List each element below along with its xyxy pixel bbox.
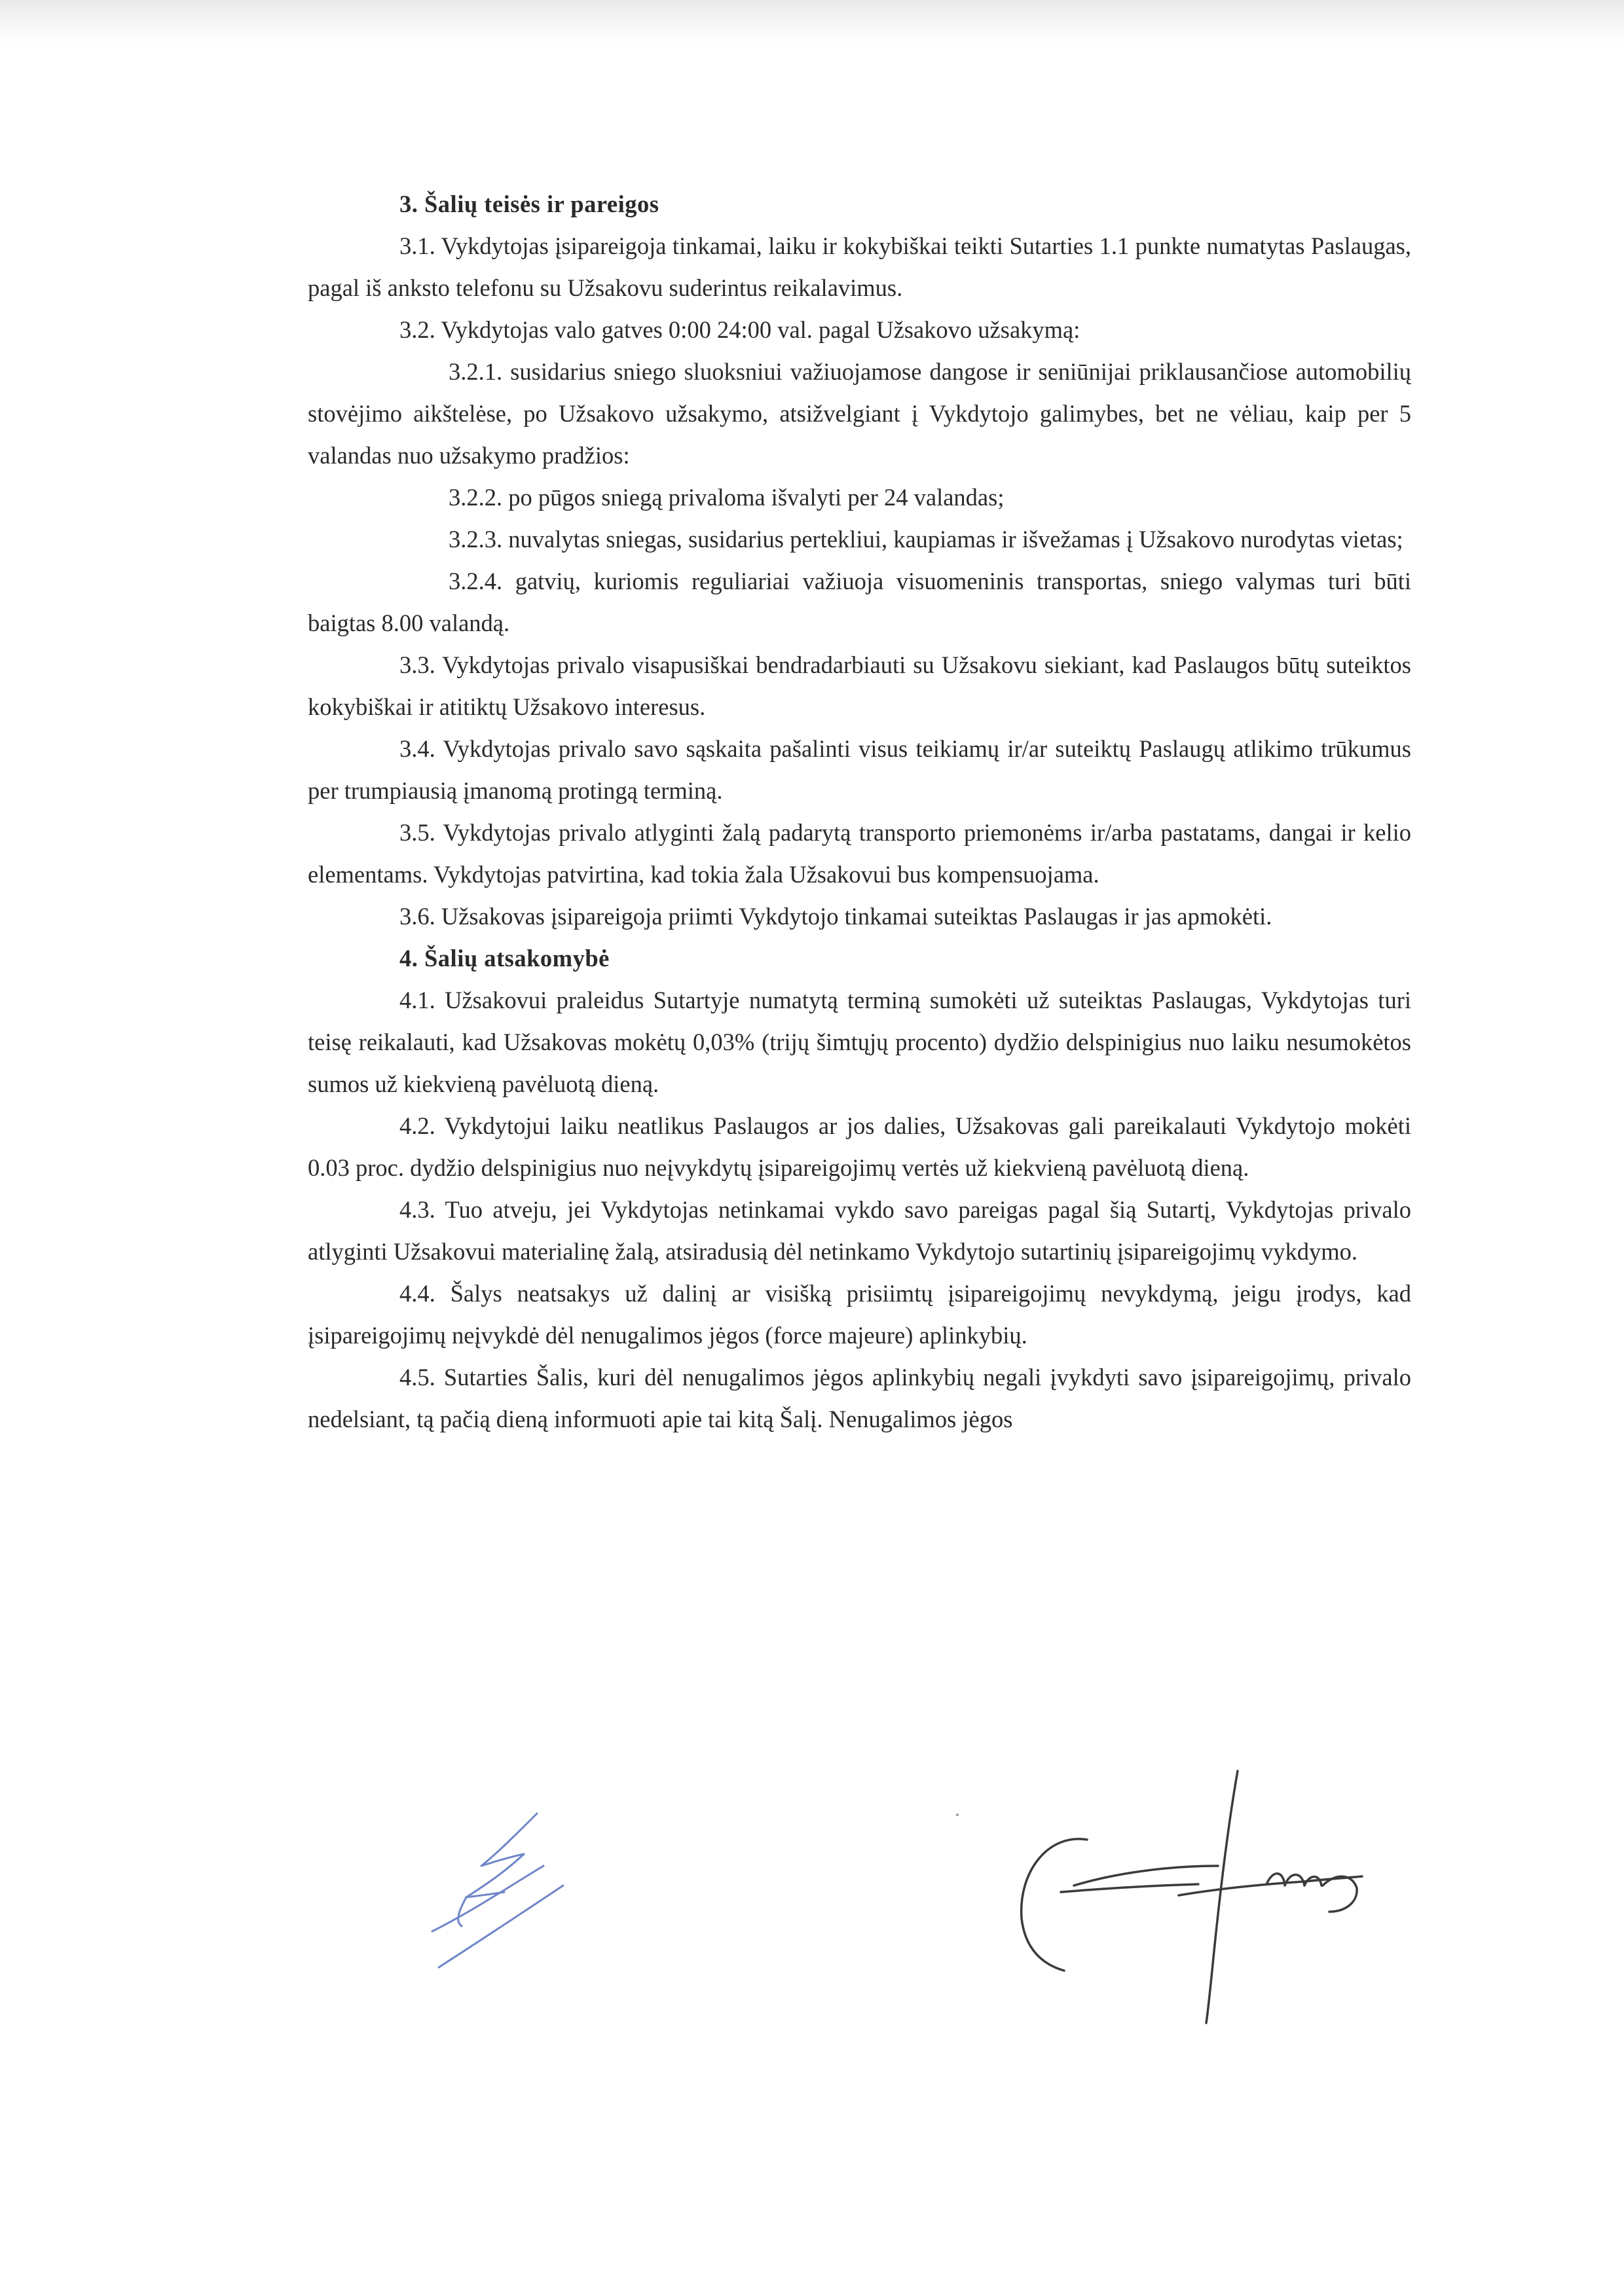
clause-3-2-1: 3.2.1. susidarius sniego sluoksniui važiuojamose dangose ir seniūnijai priklausančiose automobilių stovėjimo aikštelėse, po Užsakovo užsakymo, atsižvelgiant į Vykdytojo galimybes, bet ne vėliau, kaip per 5 valandas nuo užsakymo pradžios:: [308, 358, 1411, 469]
clause-3-5: 3.5. Vykdytojas privalo atlyginti žalą padarytą transporto priemonėms ir/arba pastatams, dangai ir kelio elementams. Vykdytojas patvirtina, kad tokia žala Užsakovui bus kompensuojama.: [308, 819, 1411, 888]
ink-dot: [956, 1813, 959, 1816]
clause-4-1: 4.1. Užsakovui praleidus Sutartyje numatytą terminą sumokėti už suteiktas Paslaugas, Vykdytojas turi teisę reikalauti, kad Užsakovas mokėtų 0,03% (trijų šimtųjų procento) dydžio delspinigius nuo laiku nesumokėtos sumos už kiekvieną pavėluotą dieną.: [308, 987, 1411, 1097]
clause-4-3: 4.3. Tuo atveju, jei Vykdytojas netinkamai vykdo savo pareigas pagal šią Sutartį, Vykdytojas privalo atlyginti Užsakovui materialinę žalą, atsiradusią dėl netinkamo Vykdytojo sutartinių įsipareigojimų vykdymo.: [308, 1196, 1411, 1265]
contract-text: [308, 183, 1411, 1440]
clause-3-6: 3.6. Užsakovas įsipareigoja priimti Vykdytojo tinkamai suteiktas Paslaugas ir jas apmokėti.: [399, 903, 1272, 930]
right-signature: [1022, 1771, 1362, 2023]
scan-top-shadow: [0, 0, 1624, 46]
clause-3-2-3: 3.2.3. nuvalytas sniegas, susidarius pertekliui, kaupiamas ir išvežamas į Užsakovo nurodytas vietas;: [449, 526, 1403, 553]
section-3-heading: 3. Šalių teisės ir pareigos: [399, 191, 659, 217]
clause-4-4: 4.4. Šalys neatsakys už dalinį ar visišką prisiimtų įsipareigojimų nevykdymą, jeigu įrodys, kad įsipareigojimų neįvykdė dėl nenugalimos jėgos (force majeure) aplinkybių.: [308, 1280, 1411, 1349]
clause-4-2: 4.2. Vykdytojui laiku neatlikus Paslaugos ar jos dalies, Užsakovas gali pareikalauti Vykdytojo mokėti 0.03 proc. dydžio delspinigius nuo neįvykdytų įsipareigojimų vertės už kiekvieną pavėluotą dieną.: [308, 1112, 1411, 1181]
clause-3-2: 3.2. Vykdytojas valo gatves 0:00 24:00 val. pagal Užsakovo užsakymą:: [399, 316, 1080, 343]
clause-3-1: 3.1. Vykdytojas įsipareigoja tinkamai, laiku ir kokybiškai teikti Sutarties 1.1 punkte numatytas Paslaugas, pagal iš anksto telefonu su Užsakovu suderintus reikalavimus.: [308, 232, 1411, 301]
clause-3-3: 3.3. Vykdytojas privalo visapusiškai bendradarbiauti su Užsakovu siekiant, kad Paslaugos būtų suteiktos kokybiškai ir atitiktų Užsakovo interesus.: [308, 651, 1411, 720]
section-4-heading: 4. Šalių atsakomybė: [399, 945, 610, 972]
left-signature: [432, 1813, 563, 1967]
clause-3-2-2: 3.2.2. po pūgos sniegą privaloma išvalyti per 24 valandas;: [449, 484, 1005, 511]
clause-4-5: 4.5. Sutarties Šalis, kuri dėl nenugalimos jėgos aplinkybių negali įvykdyti savo įsipareigojimų, privalo nedelsiant, tą pačią dieną informuoti apie tai kitą Šalį. Nenugalimos jėgos: [308, 1364, 1411, 1432]
clause-3-2-4: 3.2.4. gatvių, kuriomis reguliariai važiuoja visuomeninis transportas, sniego valymas turi būti baigtas 8.00 valandą.: [308, 568, 1411, 636]
clause-3-4: 3.4. Vykdytojas privalo savo sąskaita pašalinti visus teikiamų ir/ar suteiktų Paslaugų atlikimo trūkumus per trumpiausią įmanomą protingą terminą.: [308, 735, 1411, 804]
